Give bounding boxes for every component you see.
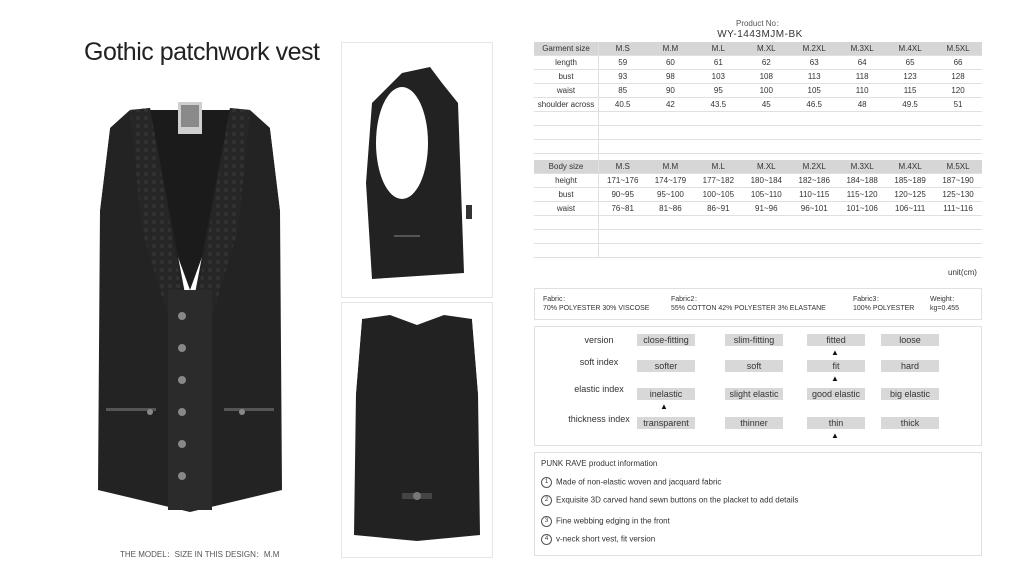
list-item [541, 516, 670, 527]
table-cell: 100~105 [694, 188, 742, 202]
table-cell: 103 [694, 70, 742, 84]
product-number [700, 18, 820, 40]
index-option: soft [725, 360, 783, 372]
table-cell: 95~100 [646, 188, 694, 202]
table-cell: 59 [599, 56, 647, 70]
table-cell: 120~125 [886, 188, 934, 202]
circled-number: 2 [541, 495, 552, 506]
table-cell: 98 [646, 70, 694, 84]
table-header-cell: M.4XL [886, 160, 934, 174]
index-label: version [584, 335, 614, 345]
side-vest-photo [341, 42, 493, 298]
table-header-cell: M.S [599, 160, 647, 174]
back-vest-photo [341, 302, 493, 558]
fabric2-value: 55% COTTON 42% POLYESTER 3% ELASTANE [671, 305, 826, 312]
table-cell: 185~189 [886, 174, 934, 188]
table-cell: 40.5 [599, 98, 647, 112]
empty-row [534, 230, 982, 244]
circled-number: 4 [541, 534, 552, 545]
fabric3-label: Fabric3： [853, 296, 884, 303]
table-cell: waist [534, 202, 599, 216]
empty-row [534, 216, 982, 230]
table-cell: 115~120 [838, 188, 886, 202]
empty-row [534, 244, 982, 258]
table-cell: 100 [742, 84, 790, 98]
table-header-cell: M.2XL [790, 160, 838, 174]
fit-index-panel [534, 326, 982, 446]
table-cell: 106~111 [886, 202, 934, 216]
table-cell: 101~106 [838, 202, 886, 216]
table-cell: 43.5 [694, 98, 742, 112]
table-cell: 128 [934, 70, 982, 84]
table-row [534, 70, 982, 84]
table-cell: 120 [934, 84, 982, 98]
index-option-selected: fit [807, 360, 865, 372]
weight-value: kg=0.455 [930, 305, 959, 312]
table-cell: 184~188 [838, 174, 886, 188]
index-label: elastic index [574, 384, 624, 394]
table-cell: 105 [790, 84, 838, 98]
table-row [534, 188, 982, 202]
table-cell: 174~179 [646, 174, 694, 188]
table-header-cell: M.XL [742, 42, 790, 56]
info-text: Made of non-elastic woven and jacquard fabric [556, 477, 722, 487]
info-title: PUNK RAVE product information [541, 459, 658, 468]
table-cell: bust [534, 188, 599, 202]
selected-marker-icon: ▲ [660, 402, 668, 411]
index-option: good elastic [807, 388, 865, 400]
empty-row [534, 112, 982, 126]
index-option: loose [881, 334, 939, 346]
table-cell: height [534, 174, 599, 188]
table-cell: 66 [934, 56, 982, 70]
index-option-selected: inelastic [637, 388, 695, 400]
table-cell: 93 [599, 70, 647, 84]
table-row [534, 56, 982, 70]
index-option: thinner [725, 417, 783, 429]
index-option: slight elastic [725, 388, 783, 400]
table-cell: 187~190 [934, 174, 982, 188]
info-text: Exquisite 3D carved hand sewn buttons on the placket to add details [556, 495, 799, 505]
table-header-cell: M.2XL [790, 42, 838, 56]
table-cell: 118 [838, 70, 886, 84]
index-option: hard [881, 360, 939, 372]
fabric-info [534, 288, 982, 320]
table-cell: 42 [646, 98, 694, 112]
model-size-note: THE MODEL：SIZE IN THIS DESIGN：M.M [120, 550, 280, 559]
table-cell: 62 [742, 56, 790, 70]
table-cell: waist [534, 84, 599, 98]
table-header-cell: M.3XL [838, 42, 886, 56]
list-item [541, 495, 798, 506]
table-cell: 95 [694, 84, 742, 98]
product-info-panel [534, 452, 982, 556]
table-cell: 65 [886, 56, 934, 70]
table-header-cell: M.XL [742, 160, 790, 174]
table-header-cell: M.L [694, 160, 742, 174]
fabric1-value: 70% POLYESTER 30% VISCOSE [543, 305, 650, 312]
info-text: v-neck short vest, fit version [556, 534, 656, 544]
table-row [534, 202, 982, 216]
table-header-cell: M.M [646, 42, 694, 56]
table-cell: 123 [886, 70, 934, 84]
fabric2 [671, 295, 826, 313]
index-option: slim-fitting [725, 334, 783, 346]
table-cell: 60 [646, 56, 694, 70]
table-header-cell: Body size [534, 160, 599, 174]
index-option: thick [881, 417, 939, 429]
table-cell: bust [534, 70, 599, 84]
table-header-cell: M.M [646, 160, 694, 174]
table-cell: 85 [599, 84, 647, 98]
selected-marker-icon: ▲ [831, 431, 839, 440]
table-cell: 48 [838, 98, 886, 112]
table-cell: 180~184 [742, 174, 790, 188]
empty-row [534, 140, 982, 154]
table-cell: 49.5 [886, 98, 934, 112]
table-header-cell: Garment size [534, 42, 599, 56]
table-row [534, 84, 982, 98]
selected-marker-icon: ▲ [831, 348, 839, 357]
table-cell: 105~110 [742, 188, 790, 202]
table-cell: 110 [838, 84, 886, 98]
product-title: Gothic patchwork vest [84, 38, 320, 66]
body-size-table [534, 160, 982, 258]
table-cell: 86~91 [694, 202, 742, 216]
selected-marker-icon: ▲ [831, 374, 839, 383]
circled-number: 1 [541, 477, 552, 488]
empty-row [534, 126, 982, 140]
index-option-selected: fitted [807, 334, 865, 346]
table-cell: 108 [742, 70, 790, 84]
table-cell: 45 [742, 98, 790, 112]
table-cell: 61 [694, 56, 742, 70]
table-cell: 110~115 [790, 188, 838, 202]
info-text: Fine webbing edging in the front [556, 516, 670, 526]
fabric1 [543, 295, 649, 313]
table-cell: 51 [934, 98, 982, 112]
fabric1-label: Fabric： [543, 296, 570, 303]
table-cell: 171~176 [599, 174, 647, 188]
table-cell: 46.5 [790, 98, 838, 112]
index-option: big elastic [881, 388, 939, 400]
table-header-cell: M.L [694, 42, 742, 56]
table-cell: 81~86 [646, 202, 694, 216]
table-cell: 96~101 [790, 202, 838, 216]
table-cell: 111~116 [934, 202, 982, 216]
table-cell: 113 [790, 70, 838, 84]
list-item [541, 534, 655, 545]
table-header-cell: M.5XL [934, 160, 982, 174]
index-option: softer [637, 360, 695, 372]
table-header-cell: M.5XL [934, 42, 982, 56]
index-option-selected: thin [807, 417, 865, 429]
circled-number: 3 [541, 516, 552, 527]
table-cell: 115 [886, 84, 934, 98]
list-item [541, 477, 721, 488]
weight-label: Weight： [930, 296, 959, 303]
table-cell: 125~130 [934, 188, 982, 202]
index-label: thickness index [568, 414, 630, 424]
table-header-cell: M.S [599, 42, 647, 56]
table-cell: 90~95 [599, 188, 647, 202]
table-cell: 91~96 [742, 202, 790, 216]
table-header-cell: M.3XL [838, 160, 886, 174]
table-cell: length [534, 56, 599, 70]
weight [930, 295, 959, 313]
index-option: close-fitting [637, 334, 695, 346]
fabric2-label: Fabric2： [671, 296, 702, 303]
table-cell: shoulder across [534, 98, 599, 112]
table-cell: 182~186 [790, 174, 838, 188]
table-row [534, 174, 982, 188]
front-vest-photo [70, 90, 310, 520]
table-header-cell: M.4XL [886, 42, 934, 56]
product-number-value: WY-1443MJM-BK [717, 29, 803, 40]
index-label: soft index [579, 357, 619, 367]
table-cell: 90 [646, 84, 694, 98]
index-option: transparent [637, 417, 695, 429]
product-number-label: Product No： [735, 19, 785, 28]
table-cell: 177~182 [694, 174, 742, 188]
fabric3 [853, 295, 914, 313]
table-row [534, 98, 982, 112]
table-cell: 64 [838, 56, 886, 70]
fabric3-value: 100% POLYESTER [853, 305, 915, 312]
table-cell: 76~81 [599, 202, 647, 216]
table-cell: 63 [790, 56, 838, 70]
unit-label: unit(cm) [948, 268, 977, 277]
garment-size-table [534, 42, 982, 168]
